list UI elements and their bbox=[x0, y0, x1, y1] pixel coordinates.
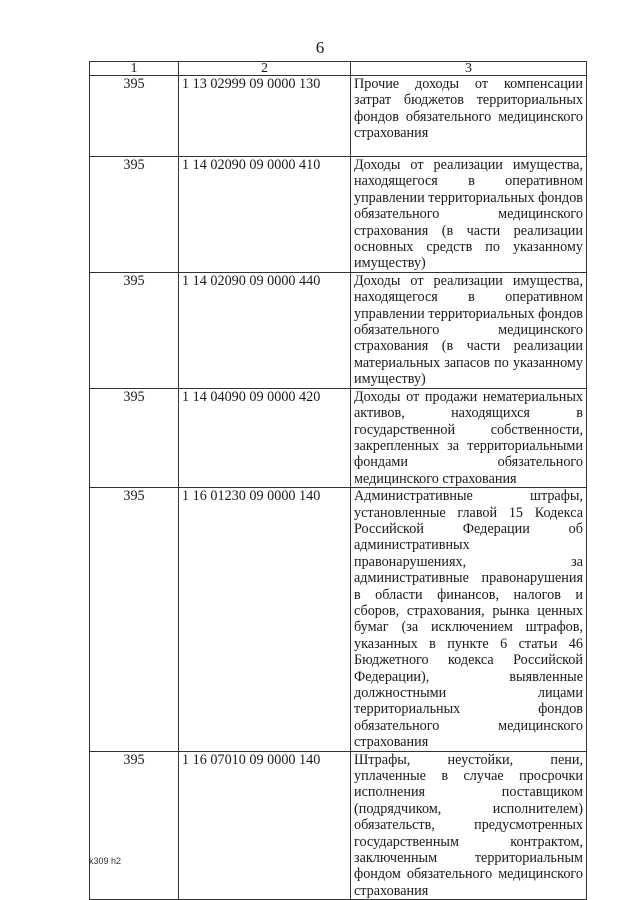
column-header-1: 1 bbox=[90, 62, 179, 76]
description-cell: Прочие доходы от компенсации затрат бюджетов территориальных фондов обязательного медицинского страхования bbox=[351, 76, 587, 157]
description-cell: Штрафы, неустойки, пени, уплаченные в случае просрочки исполнения поставщиком (подрядчиком, исполнителем) обязательств, предусмотренных государственным контрактом, заключенным территориальным фондом обязательного медицинского страхования bbox=[351, 751, 587, 900]
table-row bbox=[90, 488, 587, 752]
table-row bbox=[90, 76, 587, 157]
table-row bbox=[90, 272, 587, 388]
description-cell: Доходы от продажи нематериальных активов, находящихся в государственной собственности, закрепленных за территориальными фондами обязательного медицинского страхования bbox=[351, 388, 587, 487]
table-row bbox=[90, 388, 587, 487]
budget-code-cell: 1 16 01230 09 0000 140 bbox=[179, 488, 351, 752]
description-cell: Доходы от реализации имущества, находящегося в оперативном управлении территориальных фондов обязательного медицинского страхования (в части реализации основных средств по указанному имуществу) bbox=[351, 157, 587, 273]
income-codes-table bbox=[89, 61, 587, 900]
footer-mark: k309 h2 bbox=[89, 856, 122, 866]
table-row bbox=[90, 157, 587, 273]
table-row bbox=[90, 751, 587, 900]
budget-code-cell: 1 16 07010 09 0000 140 bbox=[179, 751, 351, 900]
budget-code-cell: 1 13 02999 09 0000 130 bbox=[179, 76, 351, 157]
description-cell: Доходы от реализации имущества, находящегося в оперативном управлении территориальных фондов обязательного медицинского страхования (в части реализации материальных запасов по указанному имуществу) bbox=[351, 272, 587, 388]
description-cell: Административные штрафы, установленные главой 15 Кодекса Российской Федерации об административных правонарушениях, за административные правонарушения в области финансов, налогов и сборов, страхования, рынка ценных бумаг (за исключением штрафов, указанных в пункте 6 статьи 46 Бюджетного кодекса Российской Федерации), выявленные должностными лицами территориальных фондов обязательного медицинского страхования bbox=[351, 488, 587, 752]
budget-code-cell: 1 14 04090 09 0000 420 bbox=[179, 388, 351, 487]
admin-code-cell: 395 bbox=[90, 488, 179, 752]
page-number: 6 bbox=[315, 38, 325, 57]
column-header-3: 3 bbox=[351, 62, 587, 76]
budget-code-cell: 1 14 02090 09 0000 410 bbox=[179, 157, 351, 273]
admin-code-cell: 395 bbox=[90, 388, 179, 487]
table-header-row bbox=[90, 62, 587, 76]
admin-code-cell: 395 bbox=[90, 157, 179, 273]
admin-code-cell: 395 bbox=[90, 751, 179, 900]
admin-code-cell: 395 bbox=[90, 272, 179, 388]
admin-code-cell: 395 bbox=[90, 76, 179, 157]
column-header-2: 2 bbox=[179, 62, 351, 76]
budget-code-cell: 1 14 02090 09 0000 440 bbox=[179, 272, 351, 388]
